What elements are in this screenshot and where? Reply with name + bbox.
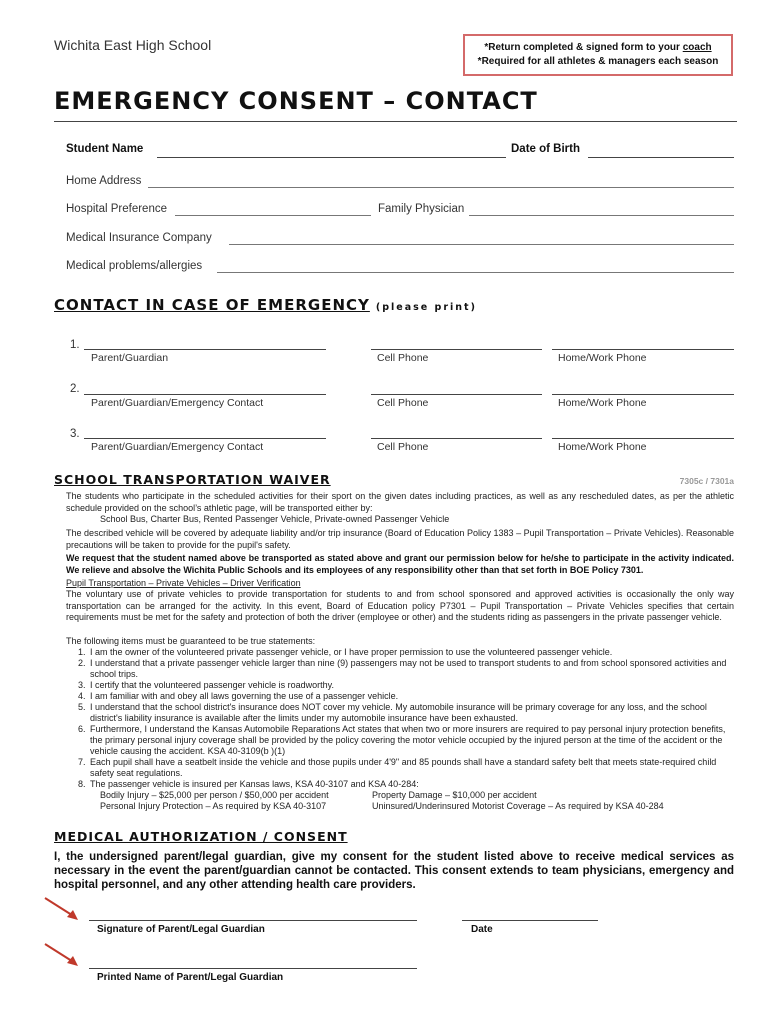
contact-2-number: 2. [70, 383, 80, 395]
insurance-label: Medical Insurance Company [66, 232, 212, 244]
contact-3-number: 3. [70, 428, 80, 440]
printed-name-field[interactable] [89, 968, 417, 969]
contact-3-home-label: Home/Work Phone [558, 441, 647, 453]
driver-verification-subhead: Pupil Transportation – Private Vehicles – Driver Verification [66, 578, 301, 588]
form-title: EMERGENCY CONSENT – CONTACT [54, 87, 538, 115]
notice-coach: coach [682, 42, 712, 53]
coverage-table [100, 790, 734, 812]
insurance-paragraph: The described vehicle will be covered by adequate liability and/or trip insurance (Board of Education Policy 1383 – Pupil Transportation – Private Vehicles). Reasonable precautions will be taken to provide for the pupil's safety. [66, 528, 734, 550]
coverage-bodily: Bodily Injury – $25,000 per person / $50,000 per accident [100, 790, 329, 800]
physician-field[interactable] [469, 215, 734, 216]
list-item: 4. I am familiar with and obey all laws governing the use of a passenger vehicle. [88, 691, 734, 702]
waiver-intro: The students who participate in the scheduled activities for their sport on the given dates including practices, as well as any rescheduled dates, as per the athletic schedule provided on the school’s athletic page, will be transported either by: [66, 491, 734, 513]
printed-name-label: Printed Name of Parent/Legal Guardian [97, 972, 284, 983]
student-name-field[interactable] [157, 157, 506, 158]
home-address-label: Home Address [66, 175, 142, 187]
notice-line-1: *Return completed & signed form to your coach [484, 42, 712, 53]
contact-2-home-label: Home/Work Phone [558, 397, 647, 409]
school-name: Wichita East High School [54, 37, 212, 53]
contact-3-who-label: Parent/Guardian/Emergency Contact [91, 441, 264, 453]
list-item: 5. I understand that the school district's insurance does NOT cover my vehicle. My automobile insurance will be primary coverage for any loss, and the school district's liability insurance is available after the limits under my automobile insurance have been exhausted. [88, 702, 734, 724]
contact-1-name-field[interactable] [84, 349, 326, 350]
title-divider [54, 121, 737, 122]
contact-3-cell-label: Cell Phone [377, 441, 429, 453]
medical-problems-field[interactable] [217, 272, 734, 273]
home-address-field[interactable] [148, 187, 734, 188]
dob-field[interactable] [588, 157, 734, 158]
arrow-icon [42, 895, 82, 925]
signature-label: Signature of Parent/Legal Guardian [97, 924, 265, 935]
arrow-icon [42, 941, 82, 971]
statements-intro: The following items must be guaranteed to be true statements: [66, 636, 316, 646]
list-item: 8. The passenger vehicle is insured per Kansas laws, KSA 40-3107 and KSA 40-284: Bodily Injury – $25,000 per person / $50,000 per accident Property Damage – $10,000 per accident Personal Injury Protection – As required by KSA 40-3107 Uninsured/Underinsured Motorist Coverage – As required by KSA 40-284 [88, 779, 734, 812]
notice-line-2: *Required for all athletes & managers each season [477, 56, 719, 67]
voluntary-use-paragraph: The voluntary use of private vehicles to provide transportation for students to and from school sponsored and approved activities is occasionally the only way transportation can be arranged for the activity. In this event, Board of Education policy P7301 – Pupil Transportation – Private Vehicles specifies that certain requirements must be met for the safety and protection of both the driver (employee or other) and the students riding as passengers in the private passenger vehicle. [66, 589, 734, 622]
contact-3-home-field[interactable] [552, 438, 734, 439]
contact-3-cell-field[interactable] [371, 438, 542, 439]
student-name-label: Student Name [66, 143, 144, 155]
contact-1-cell-field[interactable] [371, 349, 542, 350]
contact-1-cell-label: Cell Phone [377, 352, 429, 364]
date-label: Date [471, 924, 493, 935]
contact-1-home-field[interactable] [552, 349, 734, 350]
contact-3-name-field[interactable] [84, 438, 326, 439]
contact-1-home-label: Home/Work Phone [558, 352, 647, 364]
coverage-pip: Personal Injury Protection – As required by KSA 40-3107 [100, 801, 327, 811]
dob-label: Date of Birth [511, 143, 580, 155]
list-item: 1. I am the owner of the volunteered private passenger vehicle, or I have proper permission to use the volunteered passenger vehicle. [88, 647, 734, 658]
medical-consent-text: I, the undersigned parent/legal guardian, give my consent for the student listed above to receive medical services as necessary in the event the parent/guardian cannot be contacted. This consent extends to team physicians, emergency and hospital personnel, and any other attending health care providers. [54, 851, 734, 891]
contact-1-who-label: Parent/Guardian [91, 352, 169, 364]
hospital-field[interactable] [175, 215, 371, 216]
statements-list [66, 647, 734, 812]
contact-2-cell-label: Cell Phone [377, 397, 429, 409]
list-item: 7. Each pupil shall have a seatbelt inside the vehicle and those pupils under 4'9" and 85 pounds shall have a standard safety belt that meets state-required child safety seat regulations. [88, 757, 734, 779]
policy-number: 7305c / 7301a [679, 476, 734, 486]
emergency-heading: CONTACT IN CASE OF EMERGENCY (please print) [54, 296, 477, 314]
coverage-property: Property Damage – $10,000 per accident [372, 790, 537, 800]
hospital-label: Hospital Preference [66, 203, 167, 215]
insurance-field[interactable] [229, 244, 734, 245]
list-item: 3. I certify that the volunteered passenger vehicle is roadworthy. [88, 680, 734, 691]
vehicle-types: School Bus, Charter Bus, Rented Passenger Vehicle, Private-owned Passenger Vehicle [100, 514, 450, 524]
medical-problems-label: Medical problems/allergies [66, 260, 203, 272]
date-field[interactable] [462, 920, 598, 921]
contact-2-home-field[interactable] [552, 394, 734, 395]
contact-1-number: 1. [70, 339, 80, 351]
physician-label: Family Physician [378, 203, 465, 215]
emergency-subheading: (please print) [375, 302, 477, 313]
list-item: 6. Furthermore, I understand the Kansas Automobile Reparations Act states that when two or more insurers are required to pay personal injury protection benefits, the primary personal injury coverage shall be provided by the policy covering the motor vehicle occupied by the injured person at the time of the accident or the vehicle causing the accident. KSA 40-3109(b )(1) [88, 724, 734, 757]
contact-2-name-field[interactable] [84, 394, 326, 395]
return-notice-box [463, 34, 733, 76]
coverage-uninsured: Uninsured/Underinsured Motorist Coverage – As required by KSA 40-284 [372, 801, 664, 811]
permission-paragraph: We request that the student named above be transported as stated above and grant our permission below for he/she to participate in the activity indicated. We relieve and absolve the Wichita Public Schools and its employees of any responsibility other than that set forth in BOE Policy 7301. [66, 553, 734, 575]
waiver-heading: SCHOOL TRANSPORTATION WAIVER [54, 472, 331, 487]
medical-heading: MEDICAL AUTHORIZATION / CONSENT [54, 829, 348, 844]
contact-2-who-label: Parent/Guardian/Emergency Contact [91, 397, 264, 409]
contact-2-cell-field[interactable] [371, 394, 542, 395]
signature-field[interactable] [89, 920, 417, 921]
list-item: 2. I understand that a private passenger vehicle larger than nine (9) passengers may not be used to transport students to and from school sponsored activities and school trips. [88, 658, 734, 680]
